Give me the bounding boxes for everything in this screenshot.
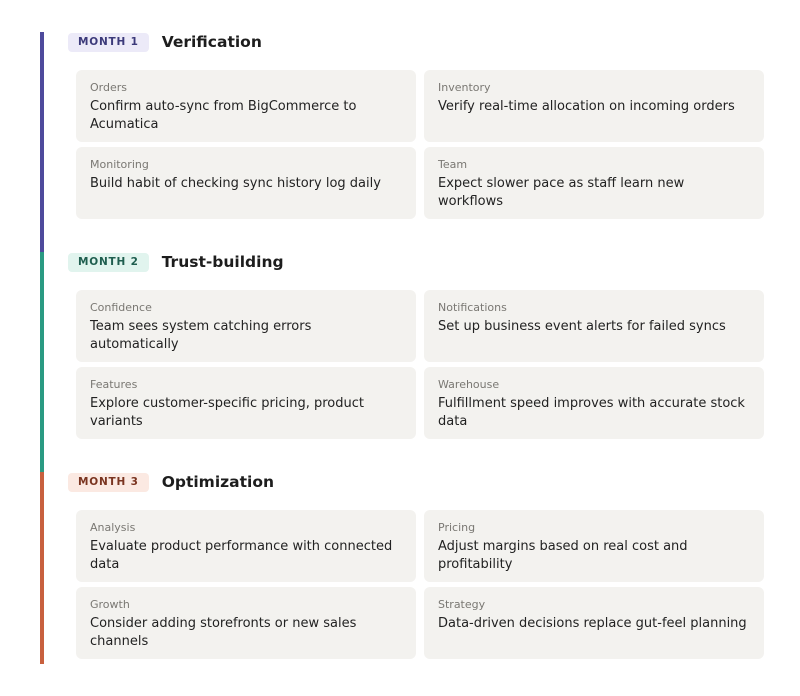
card-text: Explore customer-specific pricing, product variants: [90, 396, 364, 429]
card-label: Analysis: [90, 521, 136, 534]
card-text: Consider adding storefronts or new sales channels: [90, 616, 357, 649]
card-orders: [76, 70, 416, 142]
card-strategy: [424, 587, 764, 659]
card-text: Adjust margins based on real cost and profitability: [438, 539, 688, 572]
phase-header: [68, 32, 760, 52]
card-monitoring: [76, 147, 416, 219]
phase-month-2: [40, 252, 760, 472]
card-text: Team sees system catching errors automatically: [90, 319, 312, 352]
card-label: Features: [90, 378, 138, 391]
phase-title: Optimization: [161, 473, 275, 491]
phase-title: Verification: [161, 33, 262, 51]
month-badge: MONTH 3: [68, 473, 149, 492]
timeline: [40, 32, 760, 664]
card-growth: [76, 587, 416, 659]
card-text: Confirm auto-sync from BigCommerce to Acumatica: [90, 99, 357, 132]
card-label: Growth: [90, 598, 130, 611]
card-team: [424, 147, 764, 219]
card-grid: [68, 70, 760, 219]
card-confidence: [76, 290, 416, 362]
card-grid: [68, 510, 760, 659]
card-analysis: [76, 510, 416, 582]
card-label: Monitoring: [90, 158, 149, 171]
card-text: Build habit of checking sync history log daily: [90, 176, 381, 191]
card-text: Evaluate product performance with connected data: [90, 539, 393, 572]
card-pricing: [424, 510, 764, 582]
card-label: Team: [438, 158, 468, 171]
phase-month-1: [40, 32, 760, 252]
month-badge: MONTH 1: [68, 33, 149, 52]
phase-header: [68, 252, 760, 272]
phase-month-3: [40, 472, 760, 664]
phase-title: Trust-building: [161, 253, 284, 271]
card-notifications: [424, 290, 764, 362]
card-text: Verify real-time allocation on incoming orders: [438, 99, 735, 114]
card-text: Data-driven decisions replace gut-feel planning: [438, 616, 747, 631]
card-label: Inventory: [438, 81, 491, 94]
card-label: Confidence: [90, 301, 152, 314]
card-label: Orders: [90, 81, 127, 94]
phase-header: [68, 472, 760, 492]
card-grid: [68, 290, 760, 439]
card-inventory: [424, 70, 764, 142]
card-text: Fulfillment speed improves with accurate stock data: [438, 396, 745, 429]
card-label: Strategy: [438, 598, 486, 611]
card-label: Notifications: [438, 301, 507, 314]
card-features: [76, 367, 416, 439]
card-label: Pricing: [438, 521, 476, 534]
card-text: Expect slower pace as staff learn new workflows: [438, 176, 685, 209]
card-warehouse: [424, 367, 764, 439]
card-label: Warehouse: [438, 378, 500, 391]
month-badge: MONTH 2: [68, 253, 149, 272]
card-text: Set up business event alerts for failed syncs: [438, 319, 726, 334]
